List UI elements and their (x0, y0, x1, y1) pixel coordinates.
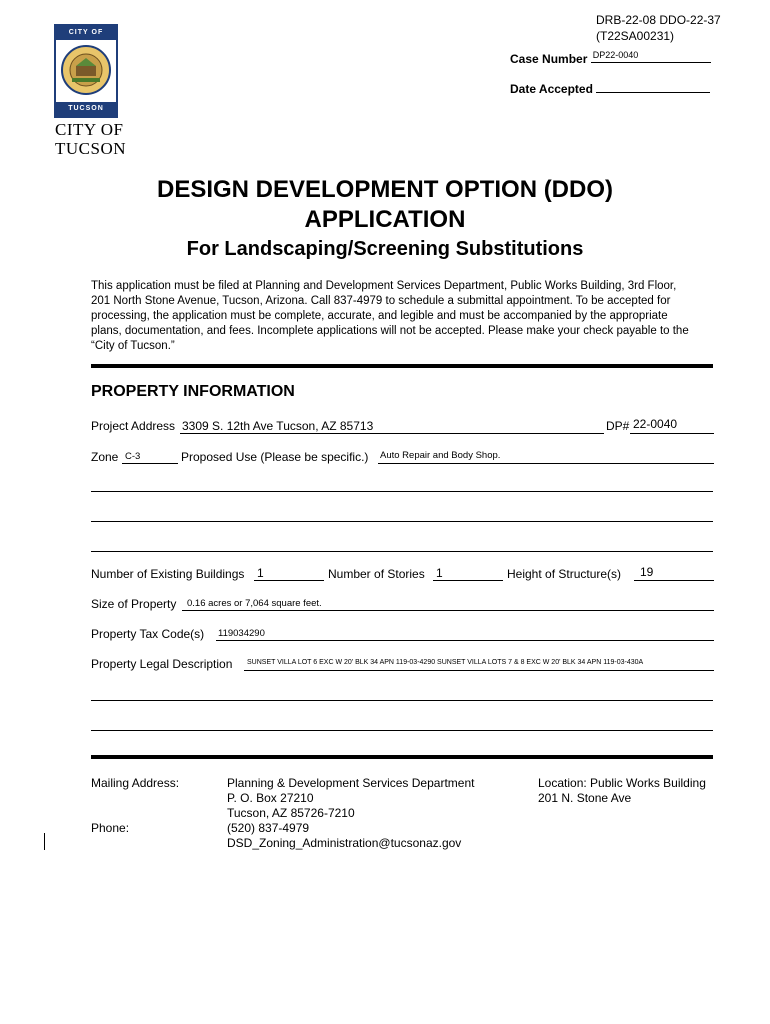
property-section-heading: PROPERTY INFORMATION (91, 383, 295, 400)
proposed-use-field[interactable] (378, 463, 714, 464)
seal-bottom-text: TUCSON (56, 102, 116, 116)
zone-field[interactable] (122, 463, 178, 464)
location-block (538, 776, 706, 806)
case-number-value: DP22-0040 (592, 50, 639, 60)
existing-buildings-value: 1 (257, 566, 264, 580)
mailing-address-label: Mailing Address: (91, 776, 180, 790)
intro-paragraph: This application must be filed at Planning and Development Services Department, Public Works Building, 3rd Floor, 201 North Stone Avenue, Tucson, Arizona. Call 837-4979 to schedule a submittal appointment. To be accepted for processing, the application must be complete, accurate, and legible and must be accompanied by the appropriate plans, documentation, and fees. Incomplete applications will not be accepted. Please make your check payable to the “City of Tucson.” (91, 280, 689, 352)
proposed-use-line-3[interactable] (91, 521, 713, 522)
footer-city-zip: Tucson, AZ 85726-7210 (227, 806, 355, 820)
dp-value: 22-0040 (633, 417, 678, 431)
date-accepted-row (510, 80, 710, 96)
size-label: Size of Property (91, 597, 177, 611)
project-address-value: 3309 S. 12th Ave Tucson, AZ 85713 (182, 419, 374, 433)
city-label-line2: TUCSON (55, 139, 127, 158)
footer-phone: (520) 837-4979 (227, 821, 310, 835)
stories-value: 1 (436, 566, 443, 580)
seal-emblem-icon (60, 42, 112, 98)
title-line2: APPLICATION (304, 206, 466, 233)
footer-divider (91, 755, 713, 759)
location-line1: Location: Public Works Building (538, 776, 706, 790)
section-divider (91, 364, 713, 368)
dp-field[interactable] (630, 433, 714, 434)
city-seal-logo (54, 24, 118, 118)
footer-po-box: P. O. Box 27210 (227, 791, 314, 805)
page-title (0, 175, 770, 235)
case-number-row (510, 50, 711, 66)
city-of-tucson-label (55, 120, 126, 158)
footer-email[interactable]: DSD_Zoning_Administration@tucsonaz.gov (227, 836, 462, 850)
zone-value: C-3 (125, 451, 141, 462)
mailing-address-block (227, 776, 474, 851)
case-code-line2: (T22SA00231) (596, 29, 675, 43)
project-address-field[interactable] (180, 433, 604, 434)
legal-line-2[interactable] (91, 700, 713, 701)
tax-code-field[interactable] (216, 640, 714, 641)
height-value: 19 (640, 565, 654, 579)
tax-code-label: Property Tax Code(s) (91, 627, 205, 641)
height-field[interactable] (634, 580, 714, 581)
case-codes (596, 12, 721, 44)
tax-code-row (91, 627, 713, 641)
height-label-wrap (507, 567, 637, 581)
location-line2: 201 N. Stone Ave (538, 791, 632, 805)
proposed-use-line-4[interactable] (91, 551, 713, 552)
stories-label-wrap (328, 567, 438, 581)
date-accepted-label: Date Accepted (510, 82, 593, 96)
size-value: 0.16 acres or 7,064 square feet. (187, 598, 322, 609)
case-number-field[interactable] (591, 50, 711, 63)
legal-field[interactable] (244, 670, 714, 671)
page-subtitle: For Landscaping/Screening Substitutions (186, 238, 584, 260)
existing-buildings-field[interactable] (254, 580, 324, 581)
size-row (91, 597, 713, 611)
proposed-use-line-2[interactable] (91, 491, 713, 492)
text-cursor (44, 833, 45, 850)
stories-label: Number of Stories (328, 567, 425, 581)
case-code-line1: DRB-22-08 DDO-22-37 (596, 13, 721, 27)
proposed-use-value: Auto Repair and Body Shop. (380, 450, 501, 461)
case-number-label: Case Number (510, 52, 588, 66)
project-address-label: Project Address (91, 419, 176, 433)
legal-line-3[interactable] (91, 730, 713, 731)
zone-label: Zone (91, 450, 119, 464)
seal-top-text: CITY OF (56, 26, 116, 40)
proposed-use-label-wrap (181, 450, 381, 464)
date-accepted-field[interactable] (596, 80, 710, 93)
existing-buildings-label: Number of Existing Buildings (91, 567, 245, 581)
tax-code-value: 119034290 (218, 628, 265, 639)
proposed-use-label: Proposed Use (Please be specific.) (181, 450, 369, 464)
phone-label: Phone: (91, 821, 130, 835)
city-label-line1: CITY OF (55, 120, 124, 139)
legal-label: Property Legal Description (91, 657, 233, 671)
size-field[interactable] (182, 610, 714, 611)
stories-field[interactable] (433, 580, 503, 581)
legal-value: SUNSET VILLA LOT 6 EXC W 20' BLK 34 APN 119-03-4290 SUNSET VILLA LOTS 7 & 8 EXC W 20' BLK 34 APN 119-03-430A (247, 659, 644, 666)
height-label: Height of Structure(s) (507, 567, 622, 581)
title-line1: DESIGN DEVELOPMENT OPTION (DDO) (156, 176, 614, 203)
dp-label: DP# (606, 419, 630, 433)
footer-dept: Planning & Development Services Department (227, 776, 475, 790)
